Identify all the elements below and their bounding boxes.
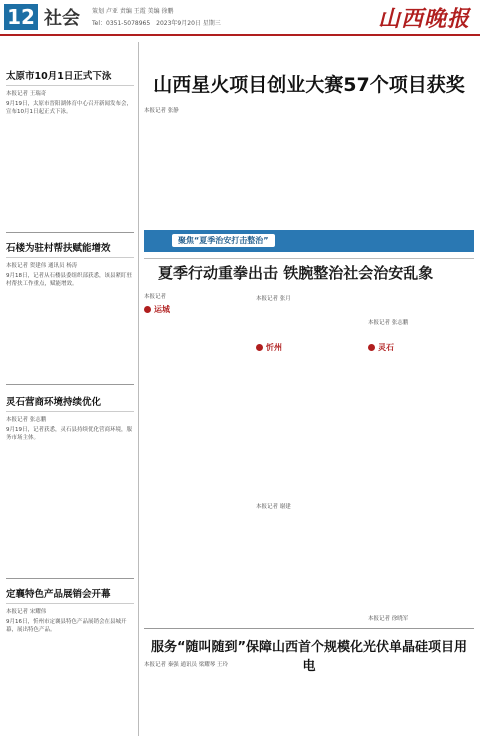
story-lead: 9月18日，记者从石楼县委组织部获悉，该县紧盯驻村帮扶工作重点，赋能增效。: [6, 273, 132, 287]
story-divider: [6, 578, 134, 579]
reporter-byline: 本报记者 张志鹏: [368, 320, 409, 326]
reporter-byline: 本报记者 谢建: [256, 504, 291, 510]
story-byline: 本报记者 贺建伟 通讯员 杨涛: [6, 263, 78, 269]
rule: [144, 628, 474, 629]
story-divider: [6, 232, 134, 233]
main-headline[interactable]: 山西星火项目创业大赛57个项目获奖: [153, 74, 465, 96]
rule: [144, 258, 474, 259]
city-heading-yuncheng: 运城: [144, 304, 170, 315]
story-byline: 本报记者 宋耀伟: [6, 609, 47, 615]
bottom-byline: 本报记者 秦强 通讯员 梁耀琴 王玲: [144, 662, 228, 668]
story-lingshi-business[interactable]: [6, 394, 134, 574]
right-column: [144, 42, 474, 736]
story-lead: 9月19日，太原市晋阳湖体育中心召开新闻发布会，宣布10月1日起正式下泳。: [6, 101, 132, 115]
editor-credits: 策划 卢亚 责编 王霞 美编 徐鹏: [92, 8, 174, 15]
story-dingxiang-expo[interactable]: [6, 586, 134, 736]
page-number: 12: [4, 4, 38, 30]
newspaper-logo: 山西晚报: [377, 6, 470, 32]
bullet-icon: [144, 306, 151, 313]
story-byline: 本报记者 张志鹏: [6, 417, 47, 423]
reporter-byline: 本报记者 张月: [256, 296, 291, 302]
city-heading-xinzhou: 忻州: [256, 342, 282, 353]
bullet-icon: [368, 344, 375, 351]
page-header: [0, 0, 480, 36]
story-title: 太原市10月1日正式下泳: [6, 68, 134, 86]
story-lead: 9月16日，忻州市定襄县特色产品展销会在县城开幕，展出特色产品。: [6, 619, 127, 633]
left-column: [6, 42, 134, 736]
story-byline: 本报记者 王瑞奇: [6, 91, 47, 97]
secondary-headline[interactable]: 夏季行动重拳出击 铁腕整治社会治安乱象: [158, 264, 434, 282]
story-title: 灵石营商环境持续优化: [6, 394, 134, 412]
city-heading-lingshi: 灵石: [368, 342, 394, 353]
main-byline: 本报记者 张静: [144, 108, 179, 114]
reporter-byline: 本报记者 徐晓军: [368, 616, 409, 622]
section-name: 社会: [44, 8, 80, 29]
story-lead: 9月19日，记者获悉，灵石县持续优化营商环境，服务市场主体。: [6, 427, 132, 441]
secondary-byline: 本报记者: [144, 294, 167, 300]
date-line: Tel：0351-5078965 2023年9月20日 星期三: [92, 20, 221, 27]
story-divider: [6, 384, 134, 385]
topic-tag[interactable]: 聚焦“夏季治安打击整治”: [172, 234, 275, 247]
story-shilou-aid[interactable]: [6, 240, 134, 380]
story-title: 定襄特色产品展销会开幕: [6, 586, 134, 604]
bottom-headline[interactable]: 服务“随叫随到”保障山西首个规模化光伏单晶硅项目用电: [150, 640, 468, 674]
story-taiyuan-swim[interactable]: [6, 68, 134, 228]
story-title: 石楼为驻村帮扶赋能增效: [6, 240, 134, 258]
bullet-icon: [256, 344, 263, 351]
column-divider: [138, 42, 139, 736]
topic-banner: [144, 230, 474, 252]
